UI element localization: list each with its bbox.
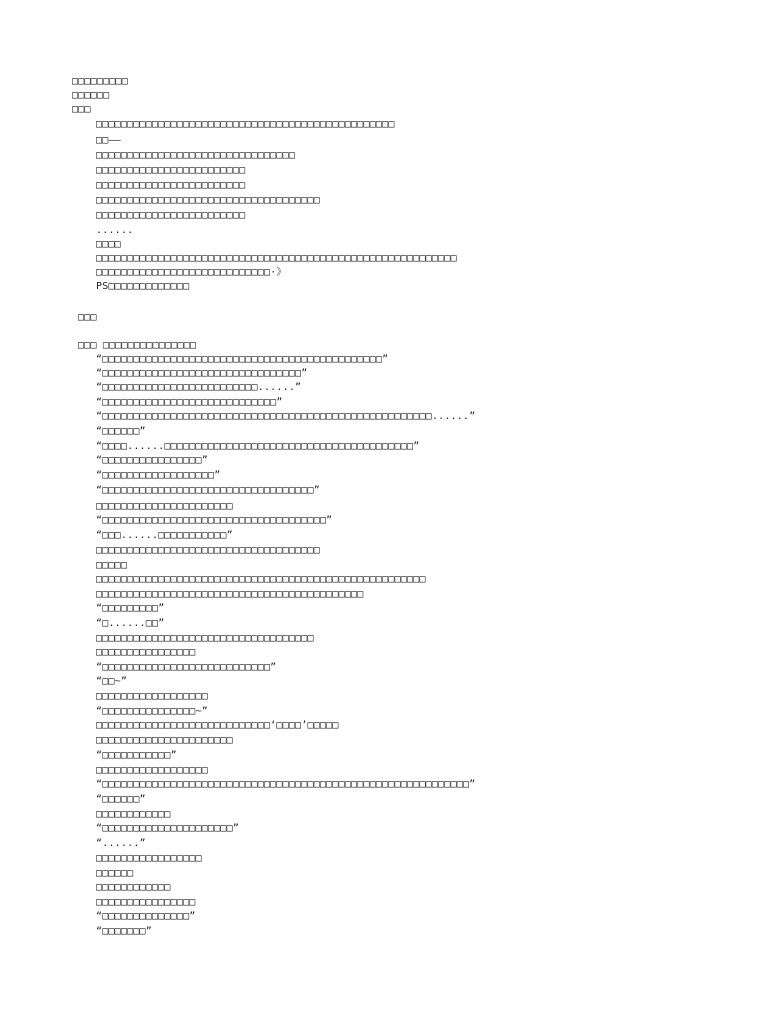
- doc-line: □□□□□□□□□□□□□□□□□□□□□□□□□□□□□□□□□□□: [96, 633, 314, 644]
- doc-line: □□——: [96, 135, 121, 146]
- doc-line: □□□□□□□□□□□□□□□□□□□□□□: [96, 501, 233, 512]
- doc-line: □□□: [72, 104, 91, 115]
- doc-line: □□□□□□□□□□□□□□□□□□□□□□□□□□□□□□□□□□□□: [96, 195, 320, 206]
- doc-line: “......”: [96, 838, 146, 849]
- doc-line: □□□□□□□□□□□□□□□□□□□□□□□□□□□□□□□□□□□□□□□□□□□□□□□□: [96, 119, 395, 130]
- doc-line: ......: [96, 225, 134, 236]
- doc-line: □□□□□□□□□□□□□□□□□□□□□□□□□□□□□□□□□□□□: [96, 545, 320, 556]
- doc-line: “□□□□□□”: [96, 426, 146, 437]
- doc-line: □□□: [78, 312, 97, 323]
- doc-line: “□□□□□□□□□□□□□□□~”: [96, 706, 208, 717]
- doc-line: □□□□□□□□□: [72, 76, 128, 87]
- doc-line: □□□□□□: [72, 90, 110, 101]
- doc-line: “□□~”: [96, 676, 128, 687]
- doc-line: “□□□......□□□□□□□□□□□”: [96, 530, 233, 541]
- doc-line: □□□□□□□□□□□□□□□□□□□□□□□□: [96, 165, 246, 176]
- doc-line: “□□□□□□□□□□□□□□□□□□□□□”: [96, 823, 240, 834]
- doc-line: □□□□□□□□□□□□□□□□□□□□□□□□□□□□□□□□□□□□□□□□□□□: [96, 589, 364, 600]
- doc-line: “□□□□□□□”: [96, 926, 152, 937]
- doc-line: □□□□□□□□□□□□: [96, 809, 171, 820]
- doc-line: “□□□□□□□□□□□□□□□□□□□□□□□□□□□□□□□□□□□□□□□□□□□□□”: [96, 354, 389, 365]
- doc-line: □□□ □□□□□□□□□□□□□□□: [78, 340, 197, 351]
- doc-line: □□□□□□□□□□□□□□□□□□□□□□: [96, 735, 233, 746]
- doc-line: □□□□□□□□□□□□□□□□□□□□□□□□□□□□□□□□: [96, 150, 296, 161]
- doc-line: □□□□□□□□□□□□□□□□□: [96, 853, 202, 864]
- doc-line: □□□□□□□□□□□□□□□□: [96, 647, 196, 658]
- doc-line: □□□□□□□□□□□□□□□□□□□□□□□□□□□□‘□□□□’□□□□□: [96, 720, 339, 731]
- doc-line: “□□□□□□□□□□□□□□□□□□□□□□□□□□□□□□□□□□□□□□□□□□□□□□□□□□□□□□□□□□□”: [96, 779, 476, 790]
- doc-line: “□□□□□□□□□”: [96, 603, 165, 614]
- doc-line: “□□□□□□□□□□□□□□□□”: [96, 455, 208, 466]
- doc-line: □□□□□□□□□□□□□□□□□□□□□□□□□□□□·》: [96, 267, 287, 278]
- doc-line: □□□□□□□□□□□□□□□□: [96, 897, 196, 908]
- doc-line: “□□□□□□□□□□□□□□□□□□□□□□□□□□□□□□□□”: [96, 368, 308, 379]
- doc-line: □□□□□□□□□□□□□□□□□□□□□□□□□□□□□□□□□□□□□□□□□□□□□□□□□□□□□: [96, 574, 426, 585]
- doc-line: “□□□□□□□□□□□□□□□□□□□□□□□□□□□□□□□□□□□□”: [96, 515, 333, 526]
- doc-line: “□□□□......□□□□□□□□□□□□□□□□□□□□□□□□□□□□□□□□□□□□□□□□”: [96, 441, 420, 452]
- doc-line: “□□□□□□□□□□□□□□□□□□□□□□□□□□□”: [96, 662, 277, 673]
- doc-line: PS□□□□□□□□□□□□□: [96, 281, 190, 292]
- doc-line: “□□□□□□□□□□□□□□”: [96, 911, 196, 922]
- doc-line: □□□□□□□□□□□□: [96, 882, 171, 893]
- doc-line: “□□□□□□□□□□□□□□□□□□”: [96, 470, 221, 481]
- doc-line: □□□□□□: [96, 868, 134, 879]
- doc-line: “□......□□”: [96, 618, 165, 629]
- doc-line: “□□□□□□□□□□□□□□□□□□□□□□□□□□□□□□□□□□□□□□□□□□□□□□□□□□□□□......”: [96, 411, 476, 422]
- doc-line: □□□□□□□□□□□□□□□□□□: [96, 765, 208, 776]
- doc-line: □□□□□□□□□□□□□□□□□□□□□□□□□□□□□□□□□□□□□□□□□□□□□□□□□□□□□□□□□□: [96, 253, 457, 264]
- doc-line: “□□□□□□□□□□□”: [96, 750, 177, 761]
- doc-line: □□□□□□□□□□□□□□□□□□: [96, 691, 208, 702]
- doc-line: □□□□: [96, 239, 121, 250]
- doc-line: “□□□□□□□□□□□□□□□□□□□□□□□□□□□□”: [96, 397, 283, 408]
- doc-line: “□□□□□□□□□□□□□□□□□□□□□□□□□......”: [96, 382, 302, 393]
- doc-line: □□□□□□□□□□□□□□□□□□□□□□□□: [96, 210, 246, 221]
- doc-line: □□□□□: [96, 560, 128, 571]
- doc-line: “□□□□□□”: [96, 794, 146, 805]
- doc-line: □□□□□□□□□□□□□□□□□□□□□□□□: [96, 180, 246, 191]
- doc-line: “□□□□□□□□□□□□□□□□□□□□□□□□□□□□□□□□□□”: [96, 485, 320, 496]
